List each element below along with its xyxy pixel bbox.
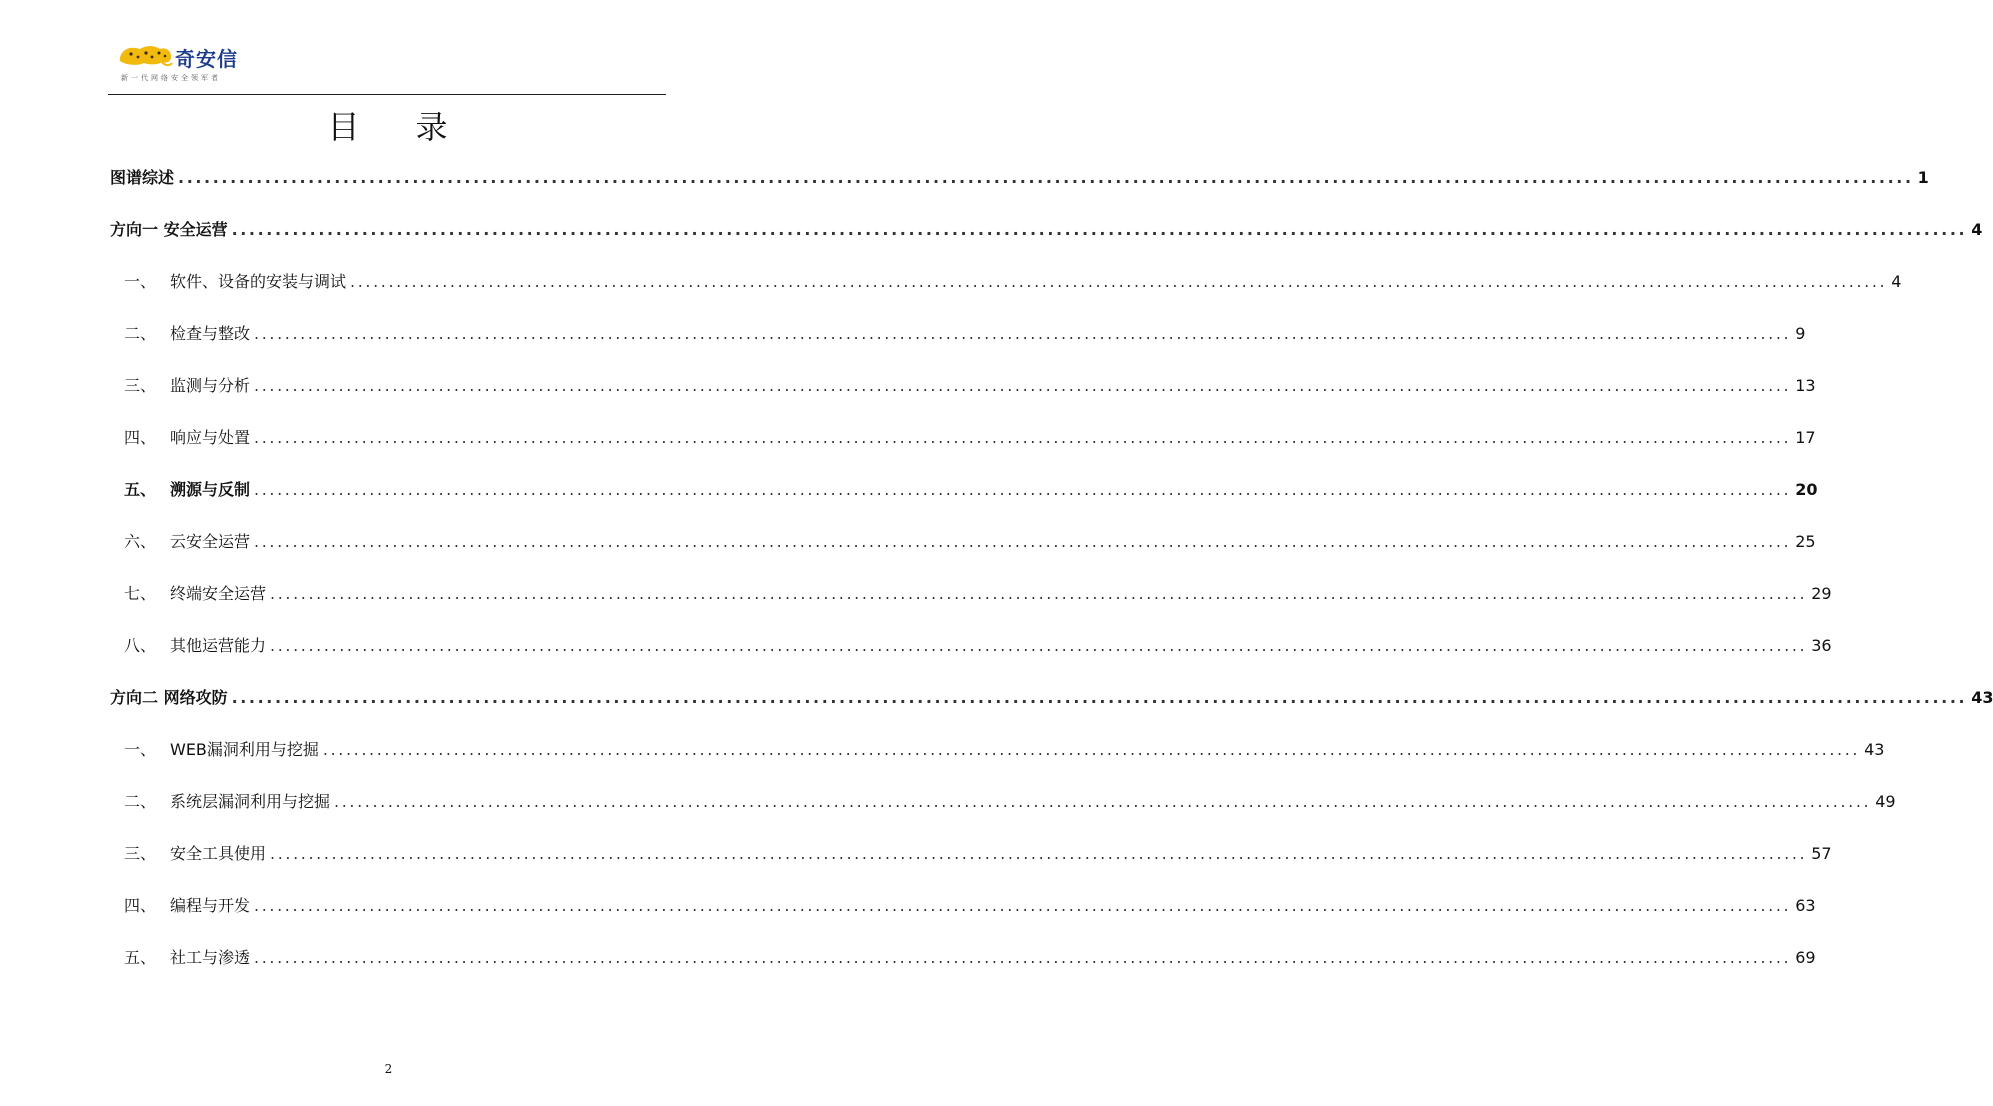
toc-entry-label: 编程与开发 (170, 896, 251, 915)
toc-leader-dots: ........................................................................................................................................................................................................ (254, 532, 1792, 551)
logo-name: 奇安信 (175, 47, 238, 71)
page-number: 2 (384, 1062, 393, 1076)
toc-entry-label: 云安全运营 (170, 532, 251, 551)
toc-entry[interactable] (110, 580, 1832, 608)
toc-title-char: 录 (415, 108, 450, 146)
toc-leader-dots: ........................................................................................................................................................................................................ (270, 584, 1808, 603)
toc-entry-label: 监测与分析 (170, 376, 251, 395)
toc-leader-dots: ........................................................................................................................................................................................................ (254, 428, 1792, 447)
toc-entry-page: 17 (1795, 428, 1816, 447)
toc-leader-dots: ........................................................................................................................................................................................................ (178, 168, 1914, 187)
toc-entry-number: 二、 (124, 324, 157, 343)
toc-entry-page: 25 (1795, 532, 1816, 551)
toc-entry-page: 4 (1971, 220, 1983, 239)
toc-entry[interactable] (110, 944, 1816, 972)
toc-leader-dots: ........................................................................................................................................................................................................ (254, 948, 1792, 967)
toc-entry-number: 五、 (124, 480, 157, 499)
toc-entry[interactable] (110, 476, 1818, 504)
toc-entry-label: WEB漏洞利用与挖掘 (170, 740, 319, 759)
toc-entry[interactable] (110, 528, 1816, 556)
toc-entry-label: 检查与整改 (170, 324, 251, 343)
toc-leader-dots: ........................................................................................................................................................................................................ (254, 480, 1792, 499)
toc-entry-number: 四、 (124, 896, 157, 915)
toc-entry-page: 13 (1795, 376, 1816, 395)
toc-entry[interactable] (110, 216, 1983, 244)
company-logo (118, 42, 278, 86)
toc-entry-number: 四、 (124, 428, 157, 447)
toc-entry-page: 4 (1891, 272, 1902, 291)
toc-entry-page: 57 (1811, 844, 1832, 863)
toc-entry-page: 43 (1971, 688, 1993, 707)
toc-leader-dots: ........................................................................................................................................................................................................ (322, 740, 1861, 759)
toc-entry-label: 社工与渗透 (170, 948, 251, 967)
toc-entry-page: 69 (1795, 948, 1816, 967)
toc-leader-dots: ........................................................................................................................................................................................................ (270, 636, 1808, 655)
toc-entry[interactable] (110, 372, 1816, 400)
toc-entry-label: 安全工具使用 (170, 844, 267, 863)
toc-entry[interactable] (110, 736, 1885, 764)
toc-entry[interactable] (110, 320, 1806, 348)
toc-leader-dots: ........................................................................................................................................................................................................ (270, 844, 1808, 863)
toc-entry-page: 36 (1811, 636, 1832, 655)
toc-entry[interactable] (110, 840, 1832, 868)
toc-entry-label: 软件、设备的安装与调试 (170, 272, 347, 291)
toc-entry-page: 20 (1795, 480, 1818, 499)
toc-entry[interactable] (110, 892, 1816, 920)
toc-entry[interactable] (110, 788, 1896, 816)
toc-entry-number: 八、 (124, 636, 157, 655)
toc-entry[interactable] (110, 424, 1816, 452)
toc-entry-number: 一、 (124, 272, 157, 291)
toc-leader-dots: ........................................................................................................................................................................................................ (254, 896, 1792, 915)
toc-entry-label: 图谱综述 (110, 168, 175, 187)
toc-entry-label: 响应与处置 (170, 428, 251, 447)
page-header (108, 36, 666, 95)
toc-title (0, 102, 777, 148)
toc-entry[interactable] (110, 268, 1902, 296)
toc-leader-dots: ........................................................................................................................................................................................................ (231, 688, 1968, 707)
toc-entry-number: 二、 (124, 792, 157, 811)
toc-entry-label: 方向一 安全运营 (110, 220, 228, 239)
toc-entry[interactable] (110, 164, 1929, 192)
toc-leader-dots: ........................................................................................................................................................................................................ (334, 792, 1872, 811)
toc-entry-number: 一、 (124, 740, 157, 759)
leopard-logo-icon (118, 42, 174, 68)
toc-entry-page: 1 (1917, 168, 1929, 187)
toc-leader-dots: ........................................................................................................................................................................................................ (350, 272, 1888, 291)
toc-entry-label: 终端安全运营 (170, 584, 267, 603)
toc-entry-number: 五、 (124, 948, 157, 967)
toc-entry-page: 49 (1875, 792, 1896, 811)
toc-entry-number: 七、 (124, 584, 157, 603)
toc-title-char: 目 (327, 108, 362, 146)
toc-leader-dots: ........................................................................................................................................................................................................ (254, 376, 1792, 395)
toc-entry-page: 43 (1864, 740, 1885, 759)
toc-leader-dots: ........................................................................................................................................................................................................ (254, 324, 1792, 343)
toc-entry-label: 其他运营能力 (170, 636, 267, 655)
toc-entry-number: 三、 (124, 844, 157, 863)
toc-entry-number: 三、 (124, 376, 157, 395)
toc-entry-page: 9 (1795, 324, 1806, 343)
toc-entry-label: 溯源与反制 (170, 480, 251, 499)
toc-entry[interactable] (110, 632, 1832, 660)
logo-tagline: 新一代网络安全领军者 (121, 74, 221, 82)
toc-entry-label: 系统层漏洞利用与挖掘 (170, 792, 331, 811)
toc-entry-page: 29 (1811, 584, 1832, 603)
toc-entry-page: 63 (1795, 896, 1816, 915)
toc-entry[interactable] (110, 684, 1993, 712)
toc-entry-label: 方向二 网络攻防 (110, 688, 228, 707)
toc-leader-dots: ........................................................................................................................................................................................................ (231, 220, 1968, 239)
toc-entry-number: 六、 (124, 532, 157, 551)
